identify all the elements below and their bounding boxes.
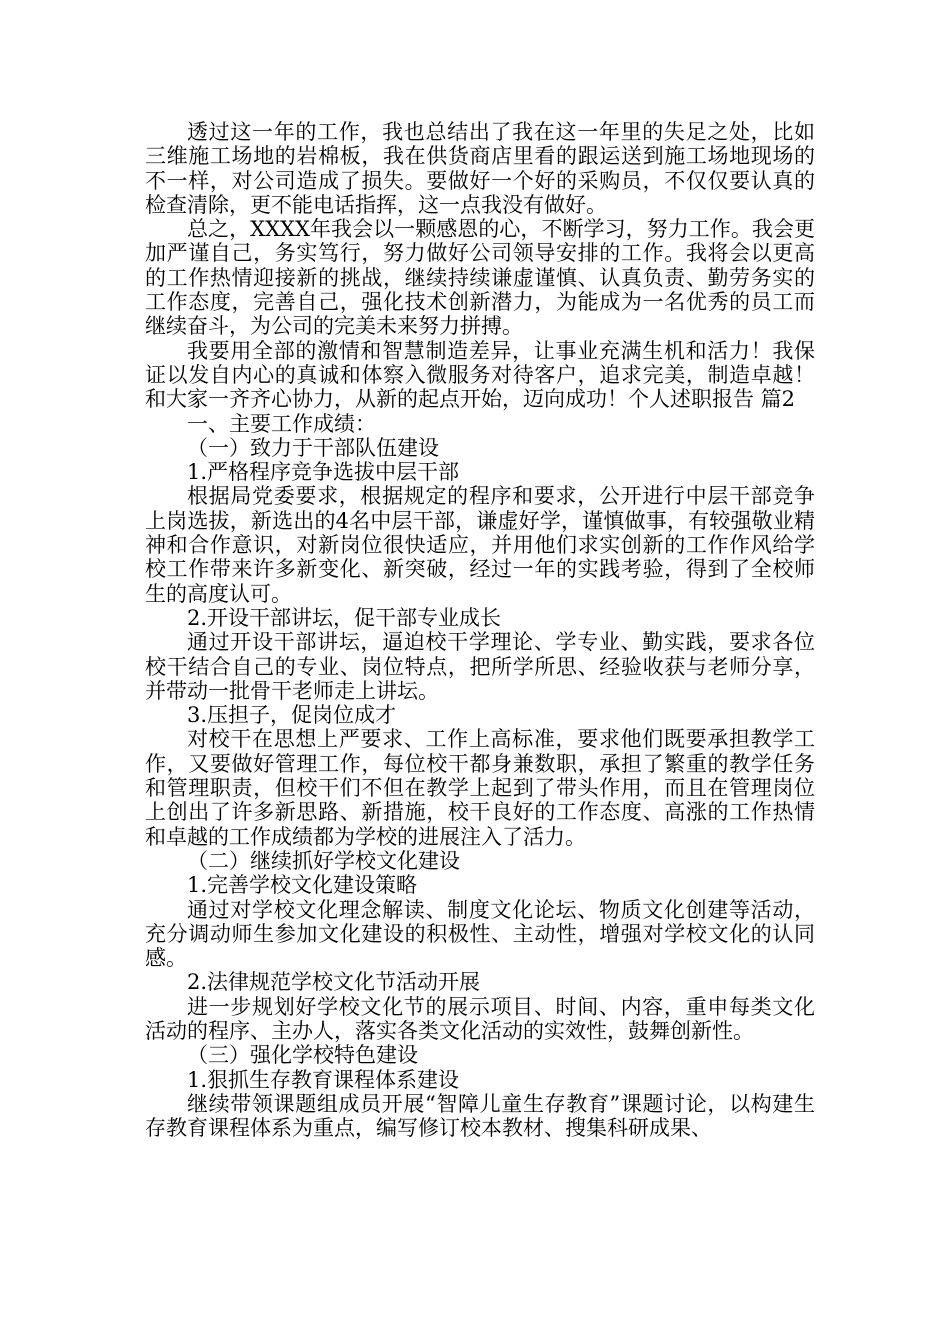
body-paragraph: 通过对学校文化理念解读、制度文化论坛、物质文化创建等活动，充分调动师生参加文化建设的积极性、主动性，增强对学校文化的认同感。 [145, 897, 815, 971]
section-heading: （一）致力于干部队伍建设 [187, 435, 439, 460]
section-heading: 3.压担子，促岗位成才 [187, 703, 397, 728]
section-heading: 2.法律规范学校文化节活动开展 [187, 970, 481, 995]
body-paragraph: 对校干在思想上严要求、工作上高标准，要求他们既要承担教学工作，又要做好管理工作，每位校干都身兼数职，承担了繁重的教学任务和管理职责，但校干们不但在教学上起到了带头作用，而且在管理岗位上创出了许多新思路、新措施，校干良好的工作态度、高涨的工作热情和卓越的工作成绩都为学校的进展注入了活力。 [145, 727, 815, 849]
body-paragraph: 透过这一年的工作，我也总结出了我在这一年里的失足之处，比如三维施工场地的岩棉板，我在供货商店里看的跟运送到施工场地现场的不一样，对公司造成了损失。要做好一个好的采购员，不仅仅要认真的检查清除，更不能电话指挥，这一点我没有做好。 [145, 120, 815, 217]
document-page [145, 120, 815, 1140]
body-paragraph: 总之，XXXX年我会以一颗感恩的心，不断学习，努力工作。我会更加严谨自己，务实笃行，努力做好公司领导安排的工作。我将会以更高的工作热情迎接新的挑战，继续持续谦虚谨慎、认真负责、勤劳务实的工作态度，完善自己，强化技术创新潜力，为能成为一名优秀的员工而继续奋斗，为公司的完美未来努力拼搏。 [145, 217, 815, 339]
section-heading: 2.开设干部讲坛，促干部专业成长 [187, 605, 502, 630]
section-heading: （二）继续抓好学校文化建设 [187, 848, 460, 873]
section-heading: 1.狠抓生存教育课程体系建设 [187, 1067, 460, 1092]
body-paragraph: 通过开设干部讲坛，逼迫校干学理论、学专业、勤实践，要求各位校干结合自己的专业、岗位特点，把所学所思、经验收获与老师分享，并带动一批骨干老师走上讲坛。 [145, 630, 815, 703]
body-paragraph: 继续带领课题组成员开展“智障儿童生存教育”课题讨论，以构建生存教育课程体系为重点，编写修订校本教材、搜集科研成果、 [145, 1091, 815, 1141]
body-paragraph: 根据局党委要求，根据规定的程序和要求，公开进行中层干部竞争上岗选拔，新选出的4名中层干部，谦虚好学，谨慎做事，有较强敬业精神和合作意识，对新岗位很快适应，并用他们求实创新的工作作风给学校工作带来许多新变化、新突破，经过一年的实践考验，得到了全校师生的高度认可。 [145, 484, 815, 606]
body-paragraph: 进一步规划好学校文化节的展示项目、时间、内容，重申每类文化活动的程序、主办人，落实各类文化活动的实效性，鼓舞创新性。 [145, 994, 815, 1043]
section-heading: 一、主要工作成绩： [187, 411, 376, 436]
body-paragraph: 我要用全部的激情和智慧制造差异，让事业充满生机和活力！我保证以发自内心的真诚和体察入微服务对待客户，追求完美，制造卓越！和大家一齐齐心协力，从新的起点开始，迈向成功！个人述职报告 篇2 [145, 338, 815, 412]
section-heading: 1.严格程序竞争选拔中层干部 [187, 460, 460, 485]
section-heading: （三）强化学校特色建设 [187, 1043, 418, 1068]
section-heading: 1.完善学校文化建设策略 [187, 873, 418, 898]
